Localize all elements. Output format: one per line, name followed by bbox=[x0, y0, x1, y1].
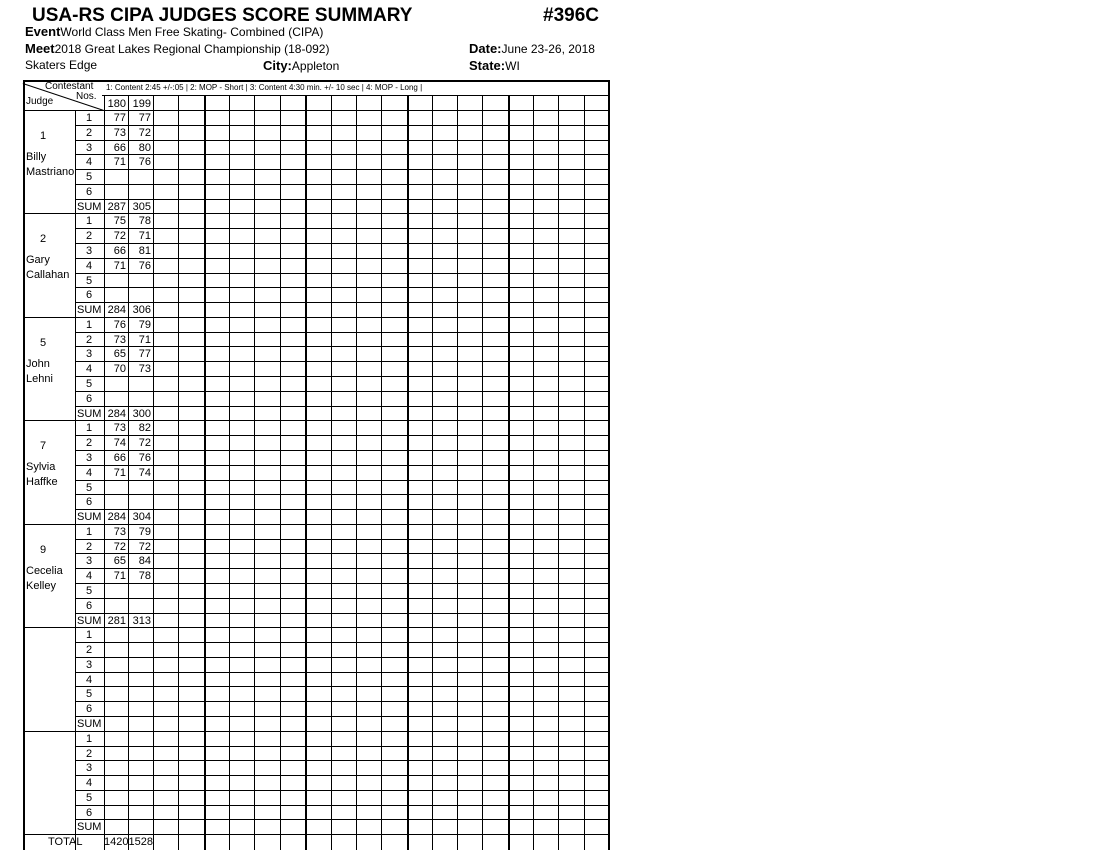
row-line bbox=[75, 125, 610, 126]
row-line bbox=[75, 553, 610, 554]
score-cell: 76 bbox=[138, 259, 151, 272]
contestant-number: 180 bbox=[107, 98, 126, 110]
judge-first-name: Cecelia bbox=[26, 564, 63, 577]
event-number: 1 bbox=[85, 112, 93, 124]
score-cell: 73 bbox=[138, 363, 151, 376]
event-number: 3 bbox=[85, 762, 93, 775]
row-line bbox=[75, 760, 610, 761]
row-line bbox=[75, 805, 610, 806]
event-number: 5 bbox=[85, 688, 93, 701]
score-cell: 82 bbox=[138, 422, 151, 435]
judge-last-name: Haffke bbox=[26, 476, 58, 489]
date-row bbox=[469, 41, 595, 57]
event-number: 1 bbox=[85, 215, 93, 228]
sum-cell: 287 bbox=[107, 200, 126, 213]
score-cell: 79 bbox=[138, 525, 151, 538]
event-number: 1 bbox=[85, 629, 93, 642]
row-line bbox=[75, 465, 610, 466]
score-cell: 81 bbox=[138, 245, 151, 258]
judge-block-line bbox=[23, 420, 610, 421]
score-cell: 65 bbox=[113, 348, 126, 361]
sum-cell: 304 bbox=[132, 511, 151, 524]
event-number: 5 bbox=[85, 791, 93, 804]
score-cell: 76 bbox=[113, 318, 126, 331]
row-line bbox=[75, 154, 610, 155]
event-value: World Class Men Free Skating- Combined (CIPA) bbox=[60, 25, 324, 39]
judge-block-line bbox=[23, 213, 610, 214]
sum-label: SUM bbox=[77, 614, 102, 627]
score-cell: 77 bbox=[113, 112, 126, 124]
sum-cell: 284 bbox=[107, 407, 126, 420]
event-number: 6 bbox=[85, 703, 93, 716]
event-number: 2 bbox=[85, 644, 93, 657]
column-line bbox=[356, 95, 357, 850]
judge-block-line bbox=[23, 731, 610, 732]
meet-row bbox=[25, 41, 329, 57]
row-line bbox=[75, 169, 610, 170]
row-line bbox=[75, 539, 610, 540]
event-number: 1 bbox=[85, 422, 93, 435]
row-line bbox=[75, 642, 610, 643]
column-line bbox=[305, 95, 307, 850]
meet-value: 2018 Great Lakes Regional Championship (18-092) bbox=[54, 42, 330, 56]
judge-number: 9 bbox=[39, 543, 47, 556]
column-line bbox=[584, 95, 585, 850]
score-cell: 74 bbox=[113, 437, 126, 450]
judge-number: 2 bbox=[39, 233, 47, 246]
judge-number: 7 bbox=[39, 440, 47, 453]
criteria-legend: 1: Content 2:45 +/-:05 | 2: MOP - Short | 3: Content 4:30 min. +/- 10 sec | 4: MOP - Long | bbox=[106, 83, 423, 92]
event-number: 3 bbox=[85, 348, 93, 361]
event-number: 5 bbox=[85, 171, 93, 184]
score-cell: 66 bbox=[113, 245, 126, 258]
column-line bbox=[457, 95, 458, 850]
event-number: 2 bbox=[85, 437, 93, 450]
total-cell: 1420 bbox=[104, 836, 129, 849]
score-cell: 77 bbox=[138, 112, 151, 124]
row-line bbox=[75, 258, 610, 259]
row-line bbox=[75, 302, 610, 303]
row-line bbox=[75, 287, 610, 288]
score-cell: 75 bbox=[113, 215, 126, 228]
date-value: June 23-26, 2018 bbox=[501, 42, 595, 56]
sum-label: SUM bbox=[77, 407, 102, 420]
column-line bbox=[254, 95, 255, 850]
sum-cell: 305 bbox=[132, 200, 151, 213]
event-number: 4 bbox=[85, 156, 93, 169]
row-line bbox=[75, 391, 610, 392]
report-id: #396C bbox=[543, 5, 599, 26]
judge-last-name: Mastriano bbox=[26, 166, 75, 178]
score-cell: 76 bbox=[138, 156, 151, 169]
event-number: 6 bbox=[85, 806, 93, 819]
column-line bbox=[432, 95, 433, 850]
event-number: 6 bbox=[85, 392, 93, 405]
row-line bbox=[75, 406, 610, 407]
column-line bbox=[280, 95, 281, 850]
event-number: 2 bbox=[85, 126, 93, 139]
row-line bbox=[75, 346, 610, 347]
event-number: 1 bbox=[85, 318, 93, 331]
event-number: 2 bbox=[85, 333, 93, 346]
total-cell: 1528 bbox=[128, 836, 153, 849]
row-line bbox=[75, 494, 610, 495]
event-number: 4 bbox=[85, 673, 93, 686]
score-cell: 73 bbox=[113, 333, 126, 346]
state-value: WI bbox=[505, 59, 520, 73]
row-line bbox=[75, 361, 610, 362]
score-cell: 71 bbox=[113, 259, 126, 272]
event-number: 4 bbox=[85, 363, 93, 376]
score-cell: 84 bbox=[138, 555, 151, 568]
score-cell: 71 bbox=[113, 466, 126, 479]
column-line bbox=[482, 95, 483, 850]
sum-label: SUM bbox=[77, 821, 102, 834]
contestant-number: 199 bbox=[132, 98, 151, 110]
column-line bbox=[533, 95, 534, 850]
judge-number: 5 bbox=[39, 336, 47, 349]
judge-first-name: John bbox=[26, 357, 50, 370]
event-number: 6 bbox=[85, 185, 93, 198]
score-cell: 71 bbox=[138, 230, 151, 243]
judge-block-line bbox=[23, 627, 610, 628]
sum-cell: 300 bbox=[132, 407, 151, 420]
row-line bbox=[75, 583, 610, 584]
row-line bbox=[75, 657, 610, 658]
column-line bbox=[508, 95, 510, 850]
sum-cell: 306 bbox=[132, 304, 151, 317]
row-line bbox=[75, 184, 610, 185]
score-cell: 73 bbox=[113, 126, 126, 139]
date-label: Date: bbox=[469, 41, 502, 56]
row-line bbox=[75, 228, 610, 229]
score-cell: 79 bbox=[138, 318, 151, 331]
row-line bbox=[75, 199, 610, 200]
city-label: City: bbox=[263, 58, 292, 73]
sum-cell: 281 bbox=[107, 614, 126, 627]
score-cell: 72 bbox=[113, 540, 126, 553]
row-line bbox=[75, 613, 610, 614]
event-number: 2 bbox=[85, 540, 93, 553]
row-line bbox=[75, 480, 610, 481]
judge-first-name: Sylvia bbox=[26, 461, 56, 474]
row-line bbox=[75, 568, 610, 569]
judge-first-name: Billy bbox=[26, 151, 47, 163]
event-number: 5 bbox=[85, 584, 93, 597]
event-number: 1 bbox=[85, 525, 93, 538]
table-border-top bbox=[23, 80, 610, 82]
score-cell: 76 bbox=[138, 451, 151, 464]
event-number: 2 bbox=[85, 747, 93, 760]
event-row bbox=[25, 24, 323, 40]
event-number: 3 bbox=[85, 451, 93, 464]
column-line bbox=[178, 95, 179, 850]
event-number: 4 bbox=[85, 466, 93, 479]
event-number: 2 bbox=[85, 230, 93, 243]
row-line bbox=[75, 273, 610, 274]
city-value: Appleton bbox=[291, 59, 340, 73]
sum-cell: 284 bbox=[107, 511, 126, 524]
state-row bbox=[469, 58, 520, 74]
table-border-left bbox=[23, 80, 25, 850]
column-line bbox=[381, 95, 382, 850]
judge-block-line bbox=[23, 524, 610, 525]
score-cell: 71 bbox=[113, 570, 126, 583]
nos-label: Nos. bbox=[76, 91, 97, 102]
row-line bbox=[75, 819, 610, 820]
judge-block-line bbox=[23, 317, 610, 318]
row-line bbox=[75, 435, 610, 436]
row-line bbox=[75, 790, 610, 791]
score-cell: 70 bbox=[113, 363, 126, 376]
column-line bbox=[153, 95, 154, 850]
judge-first-name: Gary bbox=[26, 254, 50, 267]
column-line bbox=[331, 95, 332, 850]
event-number: 1 bbox=[85, 732, 93, 745]
event-number: 3 bbox=[85, 658, 93, 671]
score-cell: 72 bbox=[138, 126, 151, 139]
score-cell: 73 bbox=[113, 422, 126, 435]
event-number: 4 bbox=[85, 259, 93, 272]
score-cell: 65 bbox=[113, 555, 126, 568]
score-cell: 73 bbox=[113, 525, 126, 538]
row-line bbox=[75, 376, 610, 377]
state-label: State: bbox=[469, 58, 506, 73]
sum-cell: 313 bbox=[132, 614, 151, 627]
row-line bbox=[75, 775, 610, 776]
column-line bbox=[204, 95, 206, 850]
meet-label: Meet bbox=[25, 41, 55, 56]
row-line bbox=[75, 509, 610, 510]
judge-last-name: Callahan bbox=[26, 269, 70, 282]
event-number: 6 bbox=[85, 599, 93, 612]
sum-label: SUM bbox=[77, 511, 102, 524]
score-cell: 72 bbox=[113, 230, 126, 243]
event-number: 4 bbox=[85, 777, 93, 790]
row-line bbox=[75, 450, 610, 451]
row-line bbox=[75, 140, 610, 141]
judge-label: Judge bbox=[26, 96, 54, 107]
sum-label: SUM bbox=[77, 304, 102, 317]
event-number: 3 bbox=[85, 141, 93, 154]
event-number: 5 bbox=[85, 481, 93, 494]
page-title: USA-RS CIPA JUDGES SCORE SUMMARY bbox=[32, 5, 413, 26]
score-cell: 78 bbox=[138, 570, 151, 583]
score-cell: 66 bbox=[113, 141, 126, 154]
event-number: 4 bbox=[85, 570, 93, 583]
score-cell: 77 bbox=[138, 348, 151, 361]
row-line bbox=[75, 701, 610, 702]
score-cell: 72 bbox=[138, 540, 151, 553]
row-line bbox=[75, 716, 610, 717]
row-line bbox=[75, 598, 610, 599]
event-number: 3 bbox=[85, 555, 93, 568]
total-label: TOTAL bbox=[48, 836, 83, 849]
contestant-label: Contestant bbox=[45, 81, 94, 92]
column-line bbox=[407, 95, 409, 850]
sum-cell: 284 bbox=[107, 304, 126, 317]
row-line bbox=[75, 746, 610, 747]
judge-number: 1 bbox=[39, 130, 47, 142]
sum-label: SUM bbox=[77, 200, 102, 213]
judge-last-name: Lehni bbox=[26, 372, 53, 385]
row-line bbox=[75, 672, 610, 673]
score-cell: 71 bbox=[113, 156, 126, 169]
column-line bbox=[229, 95, 230, 850]
city-row bbox=[263, 58, 339, 74]
score-cell: 66 bbox=[113, 451, 126, 464]
score-cell: 71 bbox=[138, 333, 151, 346]
event-number: 5 bbox=[85, 378, 93, 391]
score-cell: 72 bbox=[138, 437, 151, 450]
event-number: 3 bbox=[85, 245, 93, 258]
event-number: 5 bbox=[85, 274, 93, 287]
score-cell: 80 bbox=[138, 141, 151, 154]
row-line bbox=[75, 686, 610, 687]
event-number: 6 bbox=[85, 289, 93, 302]
score-cell: 78 bbox=[138, 215, 151, 228]
column-line bbox=[558, 95, 559, 850]
judge-last-name: Kelley bbox=[26, 579, 56, 592]
sum-label: SUM bbox=[77, 717, 102, 730]
row-line bbox=[75, 243, 610, 244]
event-number: 6 bbox=[85, 496, 93, 509]
score-cell: 74 bbox=[138, 466, 151, 479]
row-line bbox=[23, 110, 610, 111]
row-line bbox=[75, 332, 610, 333]
event-label: Event bbox=[25, 24, 61, 39]
judge-block-line bbox=[23, 834, 610, 835]
club-name: Skaters Edge bbox=[25, 58, 98, 72]
